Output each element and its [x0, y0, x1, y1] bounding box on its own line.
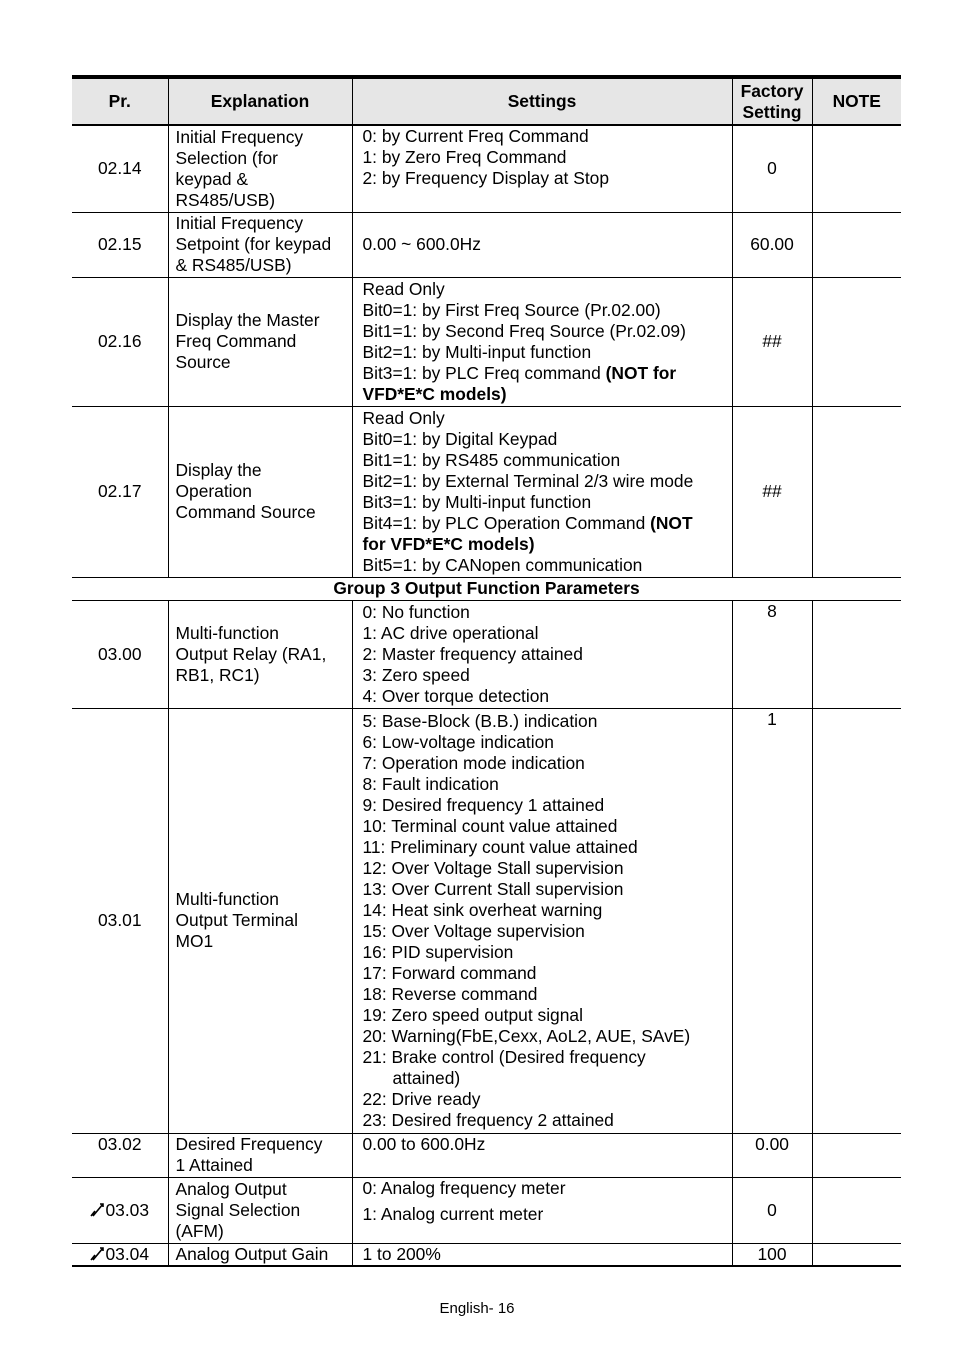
table-row	[72, 277, 901, 406]
param-explanation: Analog Output Signal Selection (AFM)	[168, 1177, 352, 1243]
header-row	[72, 77, 901, 125]
factory-setting: 8	[732, 600, 812, 708]
header-explanation: Explanation	[168, 77, 352, 125]
parameter-table	[72, 75, 901, 1267]
param-explanation: Initial Frequency Selection (for keypad & RS485/USB)	[168, 125, 352, 212]
page-footer: English- 16	[439, 1300, 515, 1317]
table-row	[72, 125, 901, 212]
param-number: 02.17	[72, 406, 168, 577]
table-row	[72, 1243, 901, 1266]
note-cell	[812, 212, 901, 277]
param-settings: 0: Analog frequency meter 1: Analog current meter	[352, 1177, 732, 1243]
edit-while-running-icon	[90, 1203, 104, 1217]
note-cell	[812, 406, 901, 577]
table-row	[72, 212, 901, 277]
group-title: Group 3 Output Function Parameters	[72, 577, 901, 600]
param-number: 02.15	[72, 212, 168, 277]
param-settings: Read Only Bit0=1: by Digital Keypad Bit1=1: by RS485 communication Bit2=1: by External Terminal 2/3 wire mode Bit3=1: by Multi-input function Bit4=1: by PLC Operation Command (NOT for VFD*E*C models) Bit5=1: by CANopen communication	[352, 406, 732, 577]
header-note: NOTE	[812, 77, 901, 125]
param-settings: Read Only Bit0=1: by First Freq Source (Pr.02.00) Bit1=1: by Second Freq Source (Pr.02.09) Bit2=1: by Multi-input function Bit3=1: by PLC Freq command (NOT for VFD*E*C models)	[352, 277, 732, 406]
param-explanation: Analog Output Gain	[168, 1243, 352, 1266]
table-row	[72, 1177, 901, 1243]
param-explanation: Multi-function Output Relay (RA1, RB1, RC1)	[168, 600, 352, 708]
table-row	[72, 708, 901, 1133]
edit-while-running-icon	[90, 1247, 104, 1261]
note-cell	[812, 1133, 901, 1177]
param-explanation: Desired Frequency 1 Attained	[168, 1133, 352, 1177]
table-row	[72, 600, 901, 708]
factory-setting: 0	[732, 125, 812, 212]
param-settings: 5: Base-Block (B.B.) indication 6: Low-voltage indication 7: Operation mode indication 8: Fault indication 9: Desired frequency 1 attained 10: Terminal count value attained 11: Preliminary count value attained 12: Over Voltage Stall supervision 13: Over Current Stall supervision 14: Heat sink overheat warning 15: Over Voltage supervision 16: PID supervision 17: Forward command 18: Reverse command 19: Zero speed output signal 20: Warning(FbE,Cexx, AoL2, AUE, SAvE) 21: Brake control (Desired frequency attained) 22: Drive ready 23: Desired frequency 2 attained	[352, 708, 732, 1133]
param-number: 03.04	[72, 1243, 168, 1266]
param-settings: 1 to 200%	[352, 1243, 732, 1266]
table-row	[72, 1133, 901, 1177]
factory-setting: 0.00	[732, 1133, 812, 1177]
note-cell	[812, 277, 901, 406]
param-explanation: Display the Operation Command Source	[168, 406, 352, 577]
param-number: 03.02	[72, 1133, 168, 1177]
param-settings: 0: No function 1: AC drive operational 2: Master frequency attained 3: Zero speed 4: Over torque detection	[352, 600, 732, 708]
factory-setting: 100	[732, 1243, 812, 1266]
factory-setting: ##	[732, 406, 812, 577]
param-number: 03.01	[72, 708, 168, 1133]
factory-setting: ##	[732, 277, 812, 406]
note-cell	[812, 1243, 901, 1266]
factory-setting: 60.00	[732, 212, 812, 277]
param-settings: 0.00 ~ 600.0Hz	[352, 212, 732, 277]
param-settings: 0: by Current Freq Command 1: by Zero Freq Command 2: by Frequency Display at Stop	[352, 125, 732, 212]
note-cell	[812, 708, 901, 1133]
param-number: 03.00	[72, 600, 168, 708]
note-cell	[812, 1177, 901, 1243]
header-factory-setting: Factory Setting	[732, 77, 812, 125]
param-settings: 0.00 to 600.0Hz	[352, 1133, 732, 1177]
factory-setting: 1	[732, 708, 812, 1133]
param-number: 02.14	[72, 125, 168, 212]
param-explanation: Display the Master Freq Command Source	[168, 277, 352, 406]
param-explanation: Initial Frequency Setpoint (for keypad & RS485/USB)	[168, 212, 352, 277]
group-header-row	[72, 577, 901, 600]
param-number: 03.03	[72, 1177, 168, 1243]
param-number: 02.16	[72, 277, 168, 406]
table-row	[72, 406, 901, 577]
note-cell	[812, 125, 901, 212]
factory-setting: 0	[732, 1177, 812, 1243]
header-settings: Settings	[352, 77, 732, 125]
note-cell	[812, 600, 901, 708]
header-pr: Pr.	[72, 77, 168, 125]
param-explanation: Multi-function Output Terminal MO1	[168, 708, 352, 1133]
